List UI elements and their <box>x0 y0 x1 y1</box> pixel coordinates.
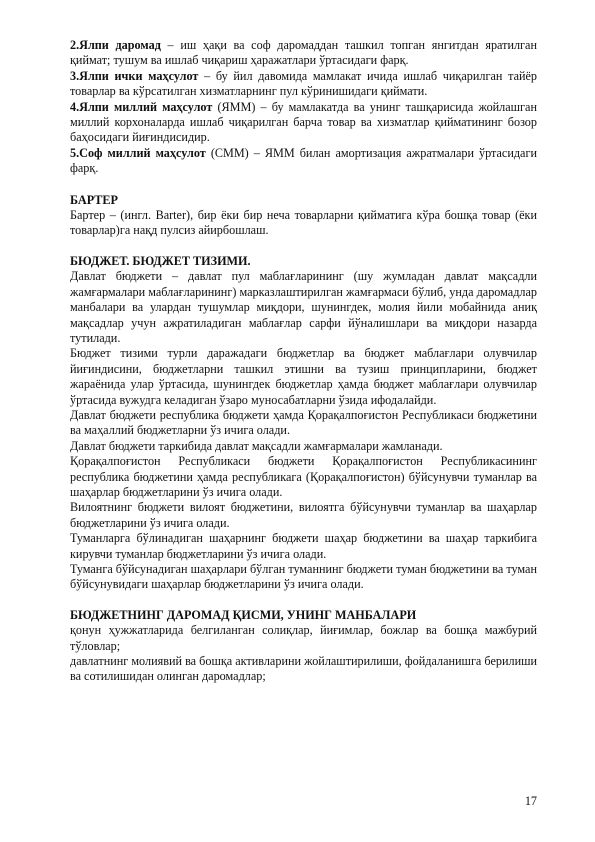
barter-paragraph: Бартер – (ингл. Barter), бир ёки бир неча товарларни қийматига кўра бошқа товар (ёки товарлар)га нақд пулсиз айирбошлаш. <box>70 208 537 238</box>
document-page <box>70 38 537 685</box>
term-gdp: 3.Ялпи ички маҳсулот <box>70 68 199 83</box>
budget-paragraph: Вилоятнинг бюджети вилоят бюджетини, вилоятга бўйсунувчи туманлар ва шаҳарлар бюджетларини ўз ичига олади. <box>70 500 537 530</box>
definition-gross-income <box>70 38 537 69</box>
revenue-paragraph: қонун ҳужжатларида белгиланган солиқлар, йиғимлар, божлар ва бошқа мажбурий тўловлар; <box>70 623 537 653</box>
budget-paragraph: Туманларга бўлинадиган шаҳарнинг бюджети шаҳар бюджетини ва шаҳар таркибига кирувчи туманлар бюджетларини ўз ичига олади. <box>70 531 537 561</box>
budget-paragraph: Бюджет тизими турли даражадаги бюджетлар ва бюджет маблағлари олувчилар йиғиндисини, бюджетларни ташкил этишни ва тузиш принципларини, бюджет жараёнида улар ўртасида, шунингдек бюджетлар ҳамда бюджет маблағлари олувчилар ўртасида вужудга келадиган ўзаро муносабатларни ўзида ифодалайди. <box>70 346 537 407</box>
revenue-paragraph: давлатнинг молиявий ва бошқа активларини жойлаштирилиши, фойдаланишга берилиши ва сотилишидан олинган даромадлар; <box>70 654 537 684</box>
budget-paragraph: Давлат бюджети таркибида давлат мақсадли жамғармалари жамланади. <box>70 438 443 453</box>
definition-text: (СММ) – ЯММ билан амортизация ажратмалари ўртасидаги фарқ. <box>70 145 537 176</box>
definition-gnp <box>70 100 537 146</box>
section-heading-budget: БЮДЖЕТ. БЮДЖЕТ ТИЗИМИ. <box>70 253 251 268</box>
term-gross-income: 2.Ялпи даромад <box>70 38 161 52</box>
definition-nnp <box>70 146 537 177</box>
budget-paragraph: Давлат бюджети республика бюджети ҳамда Қорақалпоғистон Республикаси бюджетини ва маҳаллий бюджетларни ўз ичига олади. <box>70 407 537 438</box>
section-heading-revenue: БЮДЖЕТНИНГ ДАРОМАД ҚИСМИ, УНИНГ МАНБАЛАРИ <box>70 607 417 622</box>
page-number: 17 <box>524 794 537 808</box>
definition-text: – иш ҳақи ва соф даромаддан ташкил топган янгитдан яратилган қиймат; тушум ва ишлаб чиқариш ҳаражатлари ўртасидаги фарқ. <box>70 38 537 68</box>
definition-gdp <box>70 69 537 100</box>
definition-text: – бу йил давомида мамлакат ичида ишлаб чиқарилган тайёр товарлар ва кўрсатилган хизматларнинг пул кўринишидаги қиймати. <box>70 68 538 99</box>
budget-paragraph: Қорақалпоғистон Республикаси бюджети Қорақалпоғистон Республикасининг республика бюджетини ҳамда республикага (Қорақалпоғистон) бўйсунувчи туманлар ва шаҳарлар бюджетларини ўз ичига олади. <box>70 454 537 499</box>
term-nnp: 5.Соф миллий маҳсулот <box>70 145 206 160</box>
budget-paragraph: Давлат бюджети – давлат пул маблағларининг (шу жумладан давлат мақсадли жамғармалари маблағларининг) марказлаштирилган жамғармаси бўлиб, унда даромадлар манбалари ва улардан тушумлар миқдори, шунингдек, молия йили мобайнида аниқ мақсадлар учун ажратиладиган маблағлар сарфи йўналишлари ва миқдори назарда тутилади. <box>70 269 537 345</box>
section-heading-barter: БАРТЕР <box>70 192 118 207</box>
term-gnp: 4.Ялпи миллий маҳсулот <box>70 99 213 114</box>
budget-paragraph: Туманга бўйсунадиган шаҳарлари бўлган туманнинг бюджети туман бюджетини ва туман бўйсунувидаги шаҳарлар бюджетларини ўз ичига олади. <box>70 562 537 592</box>
definition-text: (ЯММ) – бу мамлакатда ва унинг ташқарисида жойлашган миллий корхоналарда ишлаб чиқарилган барча товар ва хизматлар қийматининг бозор баҳосидаги йиғиндисидир. <box>70 99 537 145</box>
